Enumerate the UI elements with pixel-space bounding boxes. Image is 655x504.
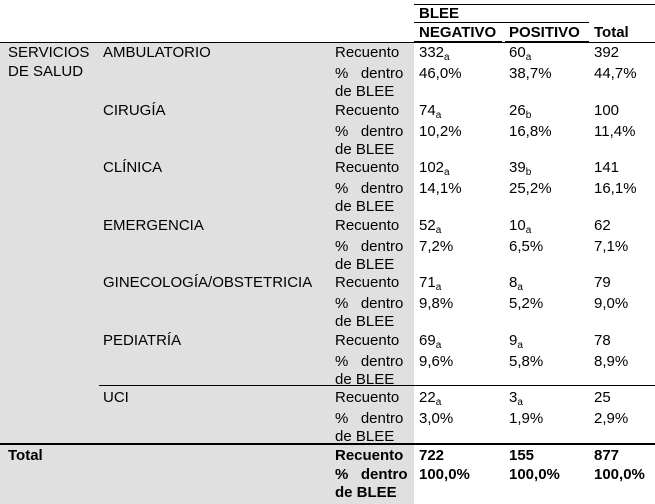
pct-label-line2: de BLEE	[335, 256, 395, 273]
neg-count-significance-letter: a	[444, 167, 450, 178]
count-label: Recuento	[335, 217, 400, 234]
total-pct: 8,9%	[594, 353, 629, 370]
header-positivo: POSITIVO	[509, 24, 580, 41]
total-neg-pct: 100,0%	[419, 466, 470, 483]
total-count: 100	[594, 102, 620, 119]
neg-count-significance-letter: a	[435, 340, 442, 351]
pct-label-line2: de BLEE	[335, 313, 395, 330]
service-label: UCI	[103, 389, 129, 406]
pos-count-significance-letter: a	[525, 225, 532, 236]
service-label: AMBULATORIO	[103, 44, 211, 61]
neg-pct: 9,6%	[419, 353, 454, 370]
pos-count	[509, 101, 531, 120]
service-label: CLÍNICA	[103, 159, 163, 176]
section-label-line1: SERVICIOS	[8, 44, 90, 61]
total-neg-count: 722	[419, 447, 445, 464]
total-count: 392	[594, 44, 620, 61]
total-pct: 9,0%	[594, 295, 629, 312]
pos-pct: 1,9%	[509, 410, 544, 427]
neg-count-value: 22	[419, 389, 436, 406]
service-label: GINECOLOGÍA/OBSTETRICIA	[103, 274, 313, 291]
neg-count	[419, 331, 441, 350]
header-total: Total	[594, 24, 629, 41]
total-pct: 2,9%	[594, 410, 629, 427]
section-label-line2: DE SALUD	[8, 63, 84, 80]
pos-count-value: 39	[509, 159, 526, 176]
neg-count-value: 71	[419, 274, 436, 291]
pct-label-line1: % dentro	[335, 180, 404, 197]
neg-count-value: 52	[419, 217, 436, 234]
total-pct: 16,1%	[594, 180, 637, 197]
neg-count-value: 69	[419, 332, 436, 349]
count-label: Recuento	[335, 332, 400, 349]
pos-count	[509, 158, 531, 177]
neg-count	[419, 101, 441, 120]
total-pct-label-line1: % dentro	[335, 466, 408, 483]
pos-count	[509, 273, 523, 292]
neg-count-value: 102	[419, 159, 445, 176]
pos-pct: 38,7%	[509, 65, 552, 82]
pos-count-significance-letter: a	[525, 52, 532, 63]
total-count: 141	[594, 159, 620, 176]
total-separator-rule	[0, 443, 655, 445]
pct-label-line1: % dentro	[335, 238, 404, 255]
neg-count-value: 332	[419, 44, 445, 61]
pos-pct: 5,2%	[509, 295, 544, 312]
total-pct: 7,1%	[594, 238, 629, 255]
total-pct: 44,7%	[594, 65, 637, 82]
neg-count	[419, 388, 441, 407]
pos-count-value: 3	[509, 389, 518, 406]
neg-count-significance-letter: a	[435, 282, 442, 293]
pos-pct: 5,8%	[509, 353, 544, 370]
service-label: CIRUGÍA	[103, 102, 166, 119]
neg-pct: 3,0%	[419, 410, 454, 427]
header-blee: BLEE	[419, 5, 460, 22]
pct-label-line2: de BLEE	[335, 198, 395, 215]
pct-label-line1: % dentro	[335, 410, 404, 427]
pct-label-line2: de BLEE	[335, 371, 395, 388]
count-label: Recuento	[335, 274, 400, 291]
pos-count-significance-letter: a	[517, 282, 523, 293]
total-count: 25	[594, 389, 611, 406]
pct-label-line2: de BLEE	[335, 83, 395, 100]
pos-count-value: 10	[509, 217, 526, 234]
pos-count-value: 9	[509, 332, 518, 349]
total-count: 62	[594, 217, 611, 234]
neg-pct: 14,1%	[419, 180, 462, 197]
pos-count	[509, 388, 523, 407]
total-pos-pct: 100,0%	[509, 466, 560, 483]
neg-count-significance-letter: a	[435, 397, 442, 408]
pct-label-line1: % dentro	[335, 353, 404, 370]
pos-pct: 16,8%	[509, 123, 552, 140]
neg-count-significance-letter: a	[435, 225, 442, 236]
pos-pct: 6,5%	[509, 238, 544, 255]
total-count-label: Recuento	[335, 447, 404, 464]
neg-count-significance-letter: a	[444, 52, 450, 63]
total-pct: 11,4%	[594, 123, 636, 140]
total-count: 79	[594, 274, 611, 291]
service-label: PEDIATRÍA	[103, 332, 182, 349]
total-pos-count: 155	[509, 447, 535, 464]
count-label: Recuento	[335, 44, 400, 61]
pct-label-line2: de BLEE	[335, 428, 395, 445]
total-label: Total	[8, 447, 43, 464]
neg-count	[419, 216, 441, 235]
total-total-count: 877	[594, 447, 620, 464]
pct-label-line1: % dentro	[335, 295, 404, 312]
neg-count	[419, 273, 441, 292]
pct-label-line2: de BLEE	[335, 141, 395, 158]
header-bottom-rule	[0, 42, 655, 43]
pos-count-significance-letter: b	[525, 110, 532, 121]
pos-count	[509, 216, 531, 235]
pos-count-significance-letter: b	[525, 167, 532, 178]
pos-count-value: 26	[509, 102, 526, 119]
service-label: EMERGENCIA	[103, 217, 204, 234]
pos-count-significance-letter: a	[517, 340, 523, 351]
pct-label-line1: % dentro	[335, 65, 404, 82]
pos-pct: 25,2%	[509, 180, 552, 197]
pos-count-value: 8	[509, 274, 518, 291]
total-pct-label-line2: de BLEE	[335, 484, 397, 501]
pos-count	[509, 43, 531, 62]
pct-label-line1: % dentro	[335, 123, 404, 140]
header-negativo: NEGATIVO	[419, 24, 497, 41]
count-label: Recuento	[335, 102, 400, 119]
neg-count	[419, 43, 450, 62]
neg-count	[419, 158, 450, 177]
neg-count-value: 74	[419, 102, 436, 119]
pos-count-value: 60	[509, 44, 526, 61]
total-total-pct: 100,0%	[594, 466, 645, 483]
pos-count-significance-letter: a	[517, 397, 523, 408]
neg-pct: 46,0%	[419, 65, 462, 82]
neg-pct: 10,2%	[419, 123, 462, 140]
count-label: Recuento	[335, 389, 400, 406]
neg-pct: 7,2%	[419, 238, 454, 255]
count-label: Recuento	[335, 159, 400, 176]
neg-pct: 9,8%	[419, 295, 454, 312]
pos-count	[509, 331, 523, 350]
neg-count-significance-letter: a	[435, 110, 442, 121]
total-count: 78	[594, 332, 611, 349]
